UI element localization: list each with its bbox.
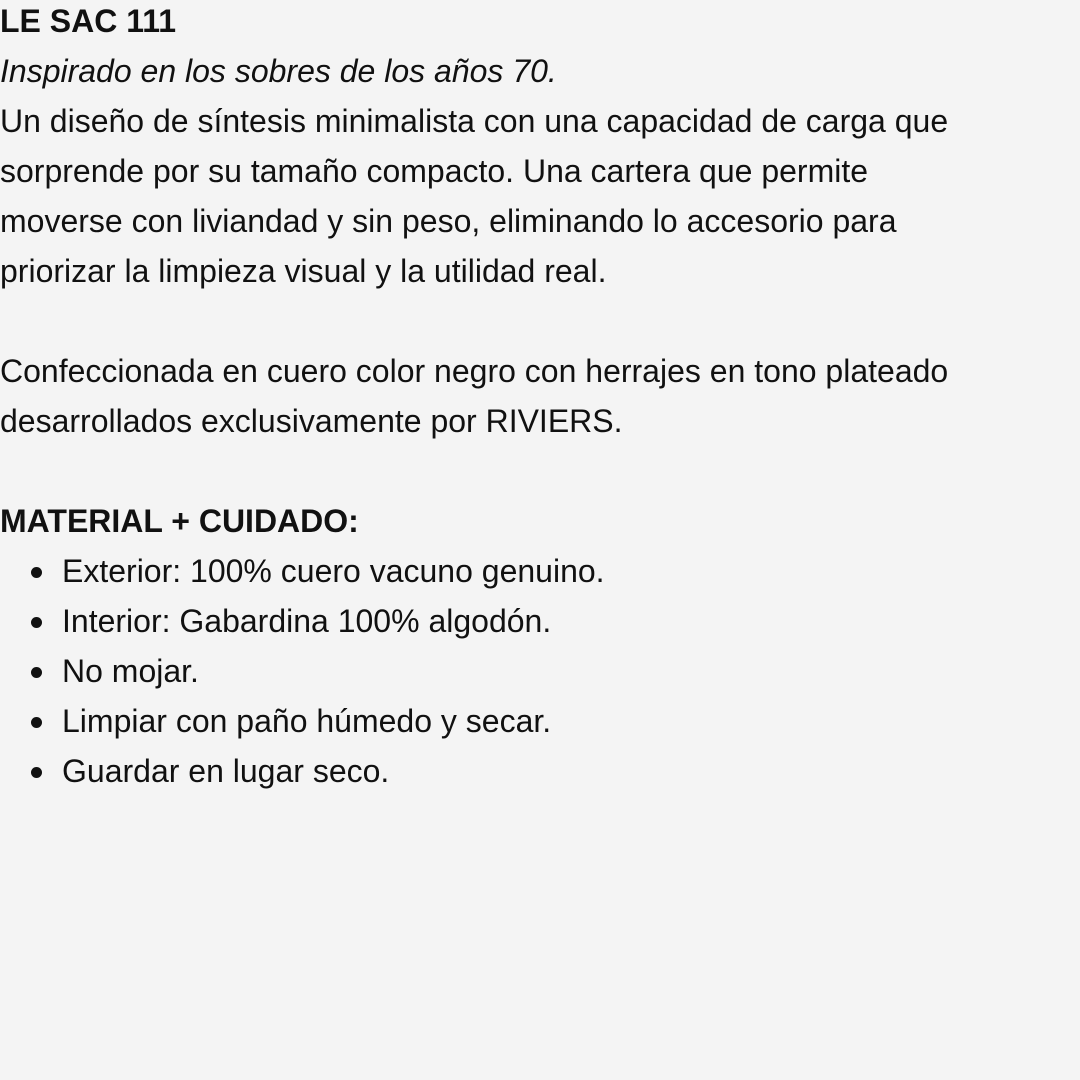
- bullet-icon: [31, 767, 42, 778]
- care-list-item: [0, 696, 1080, 746]
- paragraph-spacer: [0, 446, 1080, 496]
- bullet-icon: [31, 717, 42, 728]
- product-subtitle: Inspirado en los sobres de los años 70.: [0, 53, 557, 89]
- care-item-text: No mojar.: [62, 653, 199, 689]
- materials-line: desarrollados exclusivamente por RIVIERS.: [0, 403, 623, 439]
- care-item-text: Guardar en lugar seco.: [62, 753, 390, 789]
- care-item-text: Interior: Gabardina 100% algodón.: [62, 603, 552, 639]
- product-title: LE SAC 111: [0, 3, 177, 39]
- care-list-item: [0, 646, 1080, 696]
- description-line: sorprende por su tamaño compacto. Una cartera que permite: [0, 153, 869, 189]
- care-item-text: Exterior: 100% cuero vacuno genuino.: [62, 553, 605, 589]
- materials-line: Confeccionada en cuero color negro con herrajes en tono plateado: [0, 353, 949, 389]
- care-list-item: [0, 596, 1080, 646]
- description-paragraph: [0, 96, 1080, 296]
- care-list-item: [0, 546, 1080, 596]
- description-line: moverse con liviandad y sin peso, eliminando lo accesorio para: [0, 203, 897, 239]
- bullet-icon: [31, 667, 42, 678]
- description-line: priorizar la limpieza visual y la utilidad real.: [0, 253, 607, 289]
- bullet-icon: [31, 617, 42, 628]
- care-list-item: [0, 746, 1080, 796]
- paragraph-spacer: [0, 296, 1080, 346]
- materials-paragraph: [0, 346, 1080, 446]
- bullet-icon: [31, 567, 42, 578]
- care-heading: MATERIAL + CUIDADO:: [0, 503, 359, 539]
- care-list: [0, 546, 1080, 796]
- care-item-text: Limpiar con paño húmedo y secar.: [62, 703, 552, 739]
- description-line: Un diseño de síntesis minimalista con una capacidad de carga que: [0, 103, 949, 139]
